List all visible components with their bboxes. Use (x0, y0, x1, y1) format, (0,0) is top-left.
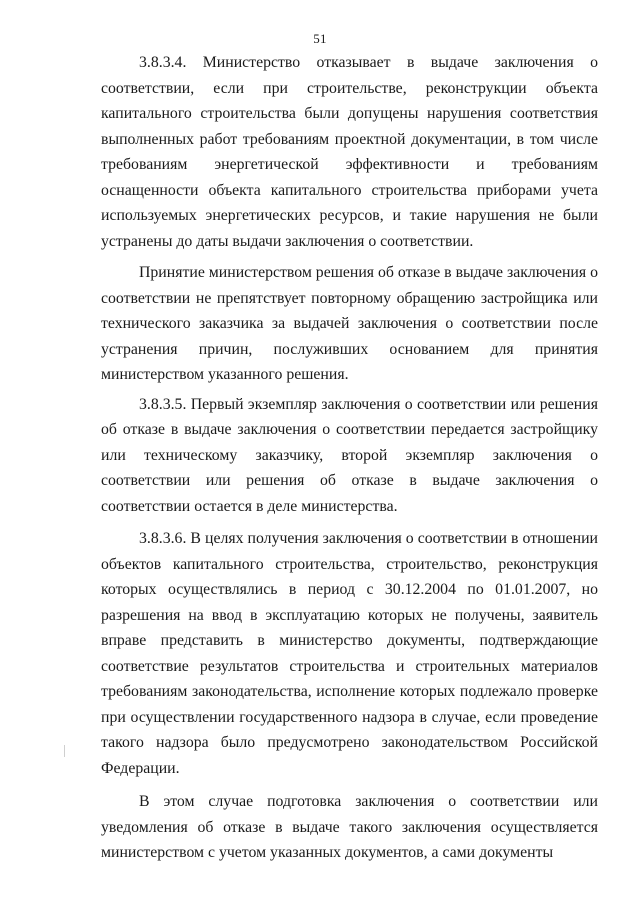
document-body (101, 50, 598, 866)
paragraph-in-this-case: В этом случае подготовка заключения о соответствии или уведомления об отказе в выдаче такого заключения осуществляется министерством с учетом указанных документов, а сами документы (101, 793, 598, 861)
paragraph-refusal-no-obstacle: Принятие министерством решения об отказе в выдаче заключения о соответствии не препятствует повторному обращению застройщика или технического заказчика за выдачей заключения о соответствии после устранения причин, послуживших основанием для принятия министерством указанного решения. (101, 264, 598, 383)
page-number: 51 (313, 31, 327, 46)
scan-margin-mark (64, 745, 65, 757)
paragraph-3-8-3-5: 3.8.3.5. Первый экземпляр заключения о соответствии или решения об отказе в выдаче заключения о соответствии передается застройщику или техническому заказчику, второй экземпляр заключения о соответствии или решения об отказе в выдаче заключения о соответствии остается в деле министерства. (101, 395, 598, 515)
paragraph-3-8-3-6: 3.8.3.6. В целях получения заключения о соответствии в отношении объектов капитального строительства, строительство, реконструкция которых осуществлялись в период с 30.12.2004 по 01.01.2007, но разрешения на ввод в эксплуатацию которых не получены, заявитель вправе представить в министерство документы, подтверждающие соответствие результатов строительства и строительных материалов требованиям законодательства, исполнение которых подлежало проверке при осуществлении государственного надзора в случае, если проведение такого надзора было предусмотрено законодательством Российской Федерации. (101, 530, 598, 777)
paragraph-3-8-3-4: 3.8.3.4. Министерство отказывает в выдаче заключения о соответствии, если при строительстве, реконструкции объекта капитального строительства были допущены нарушения соответствия выполненных работ требованиям проектной документации, в том числе требованиям энергетической эффективности и требованиям оснащенности объекта капитального строительства приборами учета используемых энергетических ресурсов, и такие нарушения не были устранены до даты выдачи заключения о соответствии. (101, 54, 598, 250)
